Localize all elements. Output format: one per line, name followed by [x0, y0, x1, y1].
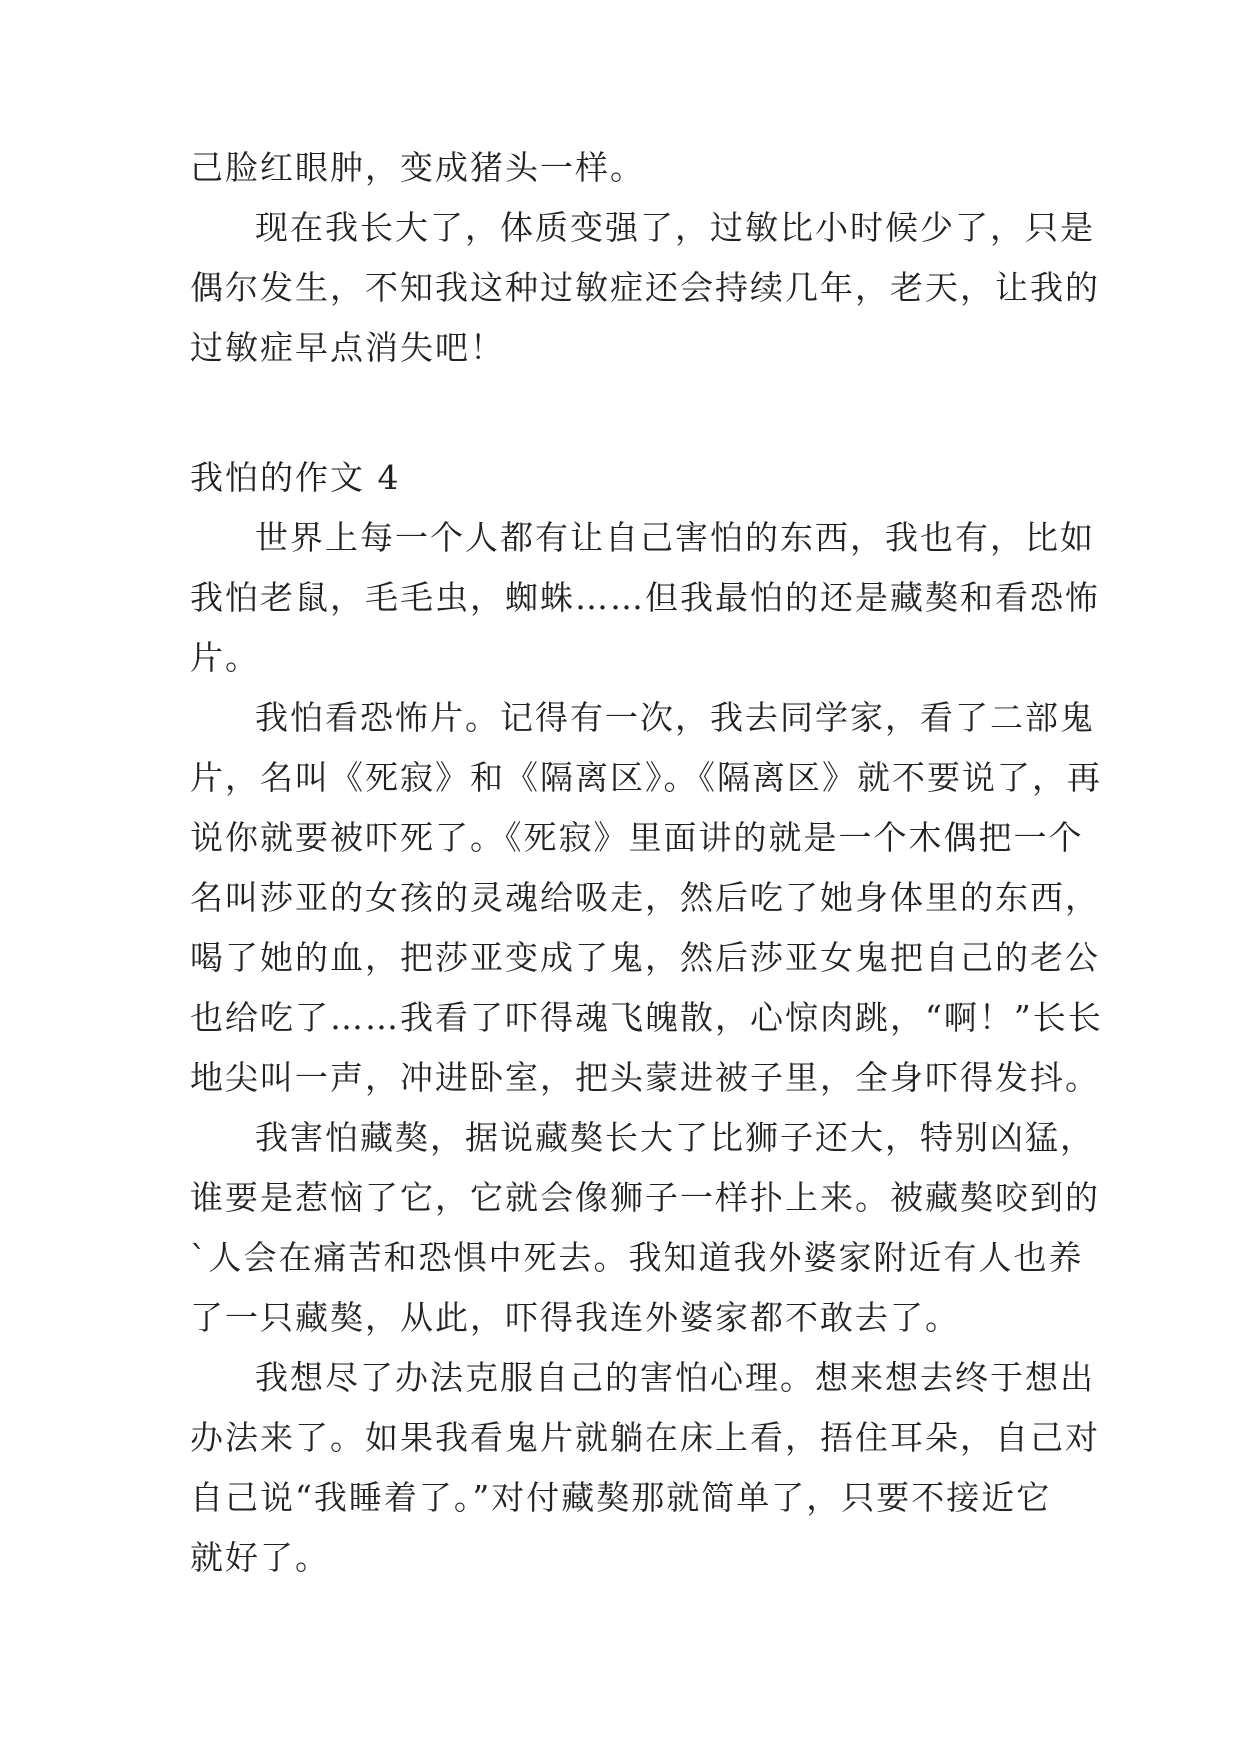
paragraph-line: 世界上每一个人都有让自己害怕的东西，我也有，比如: [255, 518, 1095, 557]
paragraph-line: 就好了。: [190, 1538, 330, 1577]
paragraph-line: 自己说“我睡着了。”对付藏獒那就简单了，只要不接近它: [190, 1478, 1052, 1517]
paragraph-line: 片。: [190, 638, 260, 677]
paragraph-line: 说你就要被吓死了。《死寂》里面讲的就是一个木偶把一个: [190, 818, 1084, 857]
paragraph-line: `人会在痛苦和恐惧中死去。我知道我外婆家附近有人也养: [190, 1238, 1084, 1277]
paragraph-line: 地尖叫一声，冲进卧室，把头蒙进被子里，全身吓得发抖。: [190, 1058, 1100, 1097]
paragraph-line: 片，名叫《死寂》和《隔离区》。《隔离区》就不要说了，再: [190, 758, 1102, 797]
paragraph-line: 我怕老鼠，毛毛虫，蜘蛛……但我最怕的还是藏獒和看恐怖: [190, 578, 1100, 617]
paragraph-line: 办法来了。如果我看鬼片就躺在床上看，捂住耳朵，自己对: [190, 1418, 1100, 1457]
paragraph-line: 现在我长大了，体质变强了，过敏比小时候少了，只是: [255, 208, 1095, 247]
paragraph-line: 我想尽了办法克服自己的害怕心理。想来想去终于想出: [255, 1358, 1095, 1397]
paragraph-line: 了一只藏獒，从此，吓得我连外婆家都不敢去了。: [190, 1298, 960, 1337]
paragraph-line: 喝了她的血，把莎亚变成了鬼，然后莎亚女鬼把自己的老公: [190, 938, 1100, 977]
paragraph-line: 己脸红眼肿，变成猪头一样。: [190, 148, 645, 187]
paragraph-line: 过敏症早点消失吧！: [190, 328, 505, 367]
paragraph-line: 我害怕藏獒，据说藏獒长大了比狮子还大，特别凶猛，: [255, 1118, 1095, 1157]
paragraph-line: 偶尔发生，不知我这种过敏症还会持续几年，老天，让我的: [190, 268, 1100, 307]
paragraph-line: 名叫莎亚的女孩的灵魂给吸走，然后吃了她身体里的东西，: [190, 878, 1100, 917]
section-title: 我怕的作文 4: [190, 458, 401, 497]
paragraph-line: 谁要是惹恼了它，它就会像狮子一样扑上来。被藏獒咬到的: [190, 1178, 1100, 1217]
paragraph-line: 我怕看恐怖片。记得有一次，我去同学家，看了二部鬼: [255, 698, 1095, 737]
paragraph-line: 也给吃了……我看了吓得魂飞魄散，心惊肉跳，“啊！”长长: [190, 998, 1103, 1037]
